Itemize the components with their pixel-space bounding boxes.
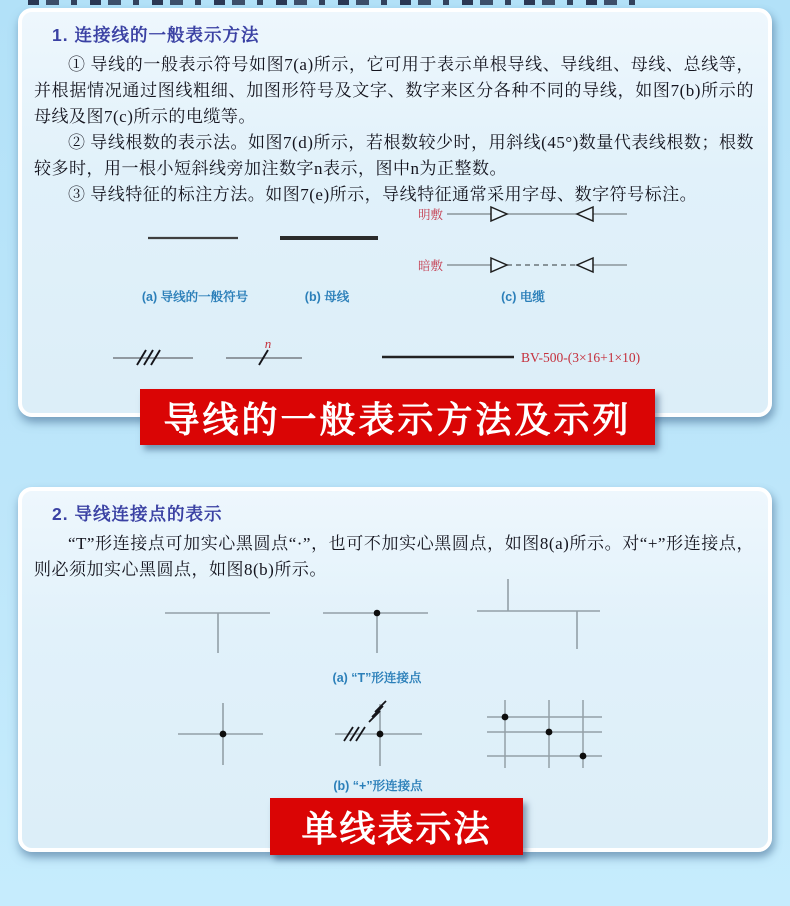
junction-dot: [220, 731, 227, 738]
triple-slash-marks: [137, 350, 160, 365]
figure-label-plus: (b) “+”形连接点: [333, 779, 423, 793]
t-junction-plain: [165, 613, 270, 653]
section-1-heading: 1. 连接线的一般表示方法: [52, 25, 260, 45]
t-junction-double: [477, 579, 600, 649]
cable-arrow-left-icon: [577, 258, 593, 272]
paragraph: ① 导线的一般表示符号如图7(a)所示，它可用于表示单根导线、导线组、母线、总线等，并根据情况通过图线粗细、加图形符号及文字、数字来区分各种不同的导线，如图7(b)所示的母线及图7(c)所示的电缆等。: [34, 55, 754, 126]
wire-count-n-label: n: [264, 336, 272, 351]
wire-spec-label: BV-500-(3×16+1×10): [521, 350, 641, 365]
junction-dot: [374, 610, 381, 617]
figure-general-wire-symbols: [100, 195, 680, 315]
vertical-arm-slash-marks: [369, 701, 386, 722]
label-exposed: 明敷: [417, 208, 443, 222]
figure-label-c: (c) 电缆: [501, 290, 545, 304]
cable-arrow-right-icon: [491, 258, 507, 272]
cable-arrow-right-icon: [491, 207, 507, 221]
junction-dot: [580, 753, 587, 760]
figure-t-junctions: [130, 570, 650, 690]
junction-dot: [502, 714, 509, 721]
junction-dot: [377, 731, 384, 738]
paragraph: ② 导线根数的表示法。如图7(d)所示，若根数较少时，用斜线(45°)数量代表线根数；根数较多时，用一根小短斜线旁加注数字n表示，图中n为正整数。: [34, 133, 754, 178]
banner-single-line: 单线表示法: [270, 798, 523, 855]
figure-label-t: (a) “T”形连接点: [332, 671, 422, 685]
section-2-heading: 2. 导线连接点的表示: [52, 504, 223, 524]
label-concealed: 暗敷: [417, 259, 443, 273]
figure-label-a: (a) 导线的一般符号: [141, 290, 249, 304]
t-junction-with-dot: [323, 613, 428, 653]
section-1-body: [22, 52, 768, 208]
paragraph: ③ 导线特征的标注方法。如图7(e)所示，导线特征通常采用字母、数字符号标注。: [68, 185, 698, 204]
figure-label-b: (b) 母线: [304, 290, 350, 304]
figure-wire-count-notation: [100, 330, 680, 375]
cable-arrow-left-icon: [577, 207, 593, 221]
banner-wire-representation: 导线的一般表示方法及示列: [140, 389, 655, 445]
figure-plus-junctions: [130, 693, 650, 798]
junction-dot: [546, 729, 553, 736]
paragraph: “T”形连接点可加实心黑圆点“·”，也可不加实心黑圆点，如图8(a)所示。对“+”形连接点，则必须加实心黑圆点，如图8(b)所示。: [34, 534, 754, 579]
clipped-text-strip: [28, 0, 646, 5]
